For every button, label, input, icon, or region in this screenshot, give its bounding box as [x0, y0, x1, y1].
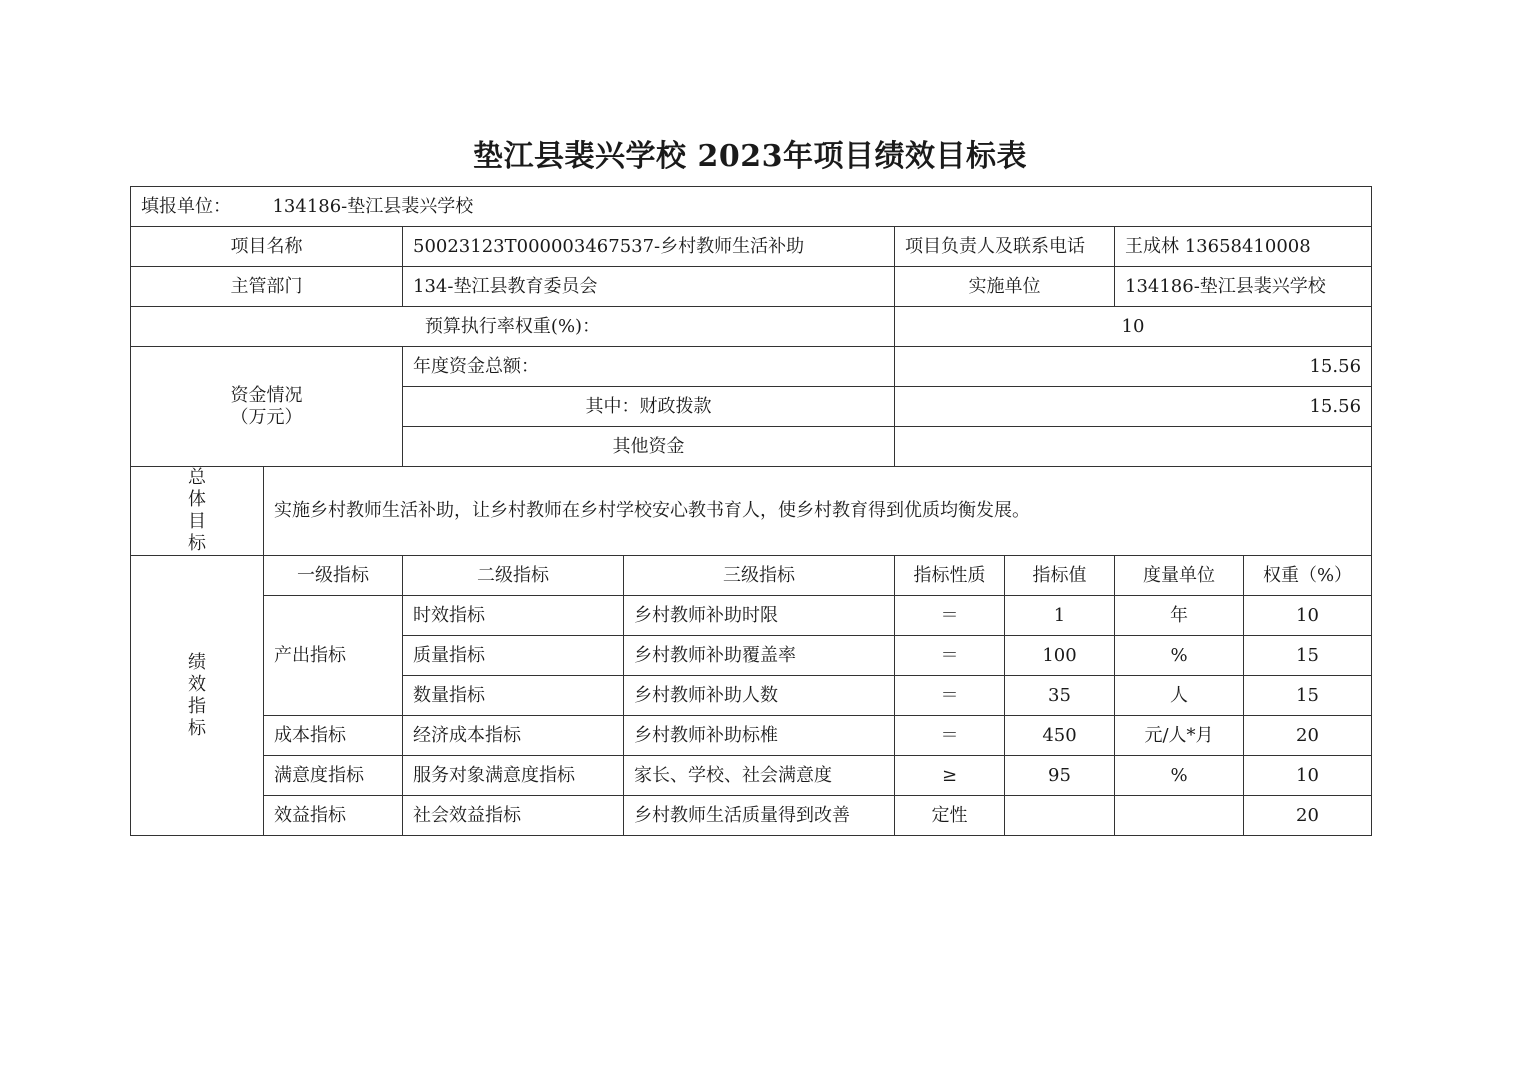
goal-text: 实施乡村教师生活补助，让乡村教师在乡村学校安心教书育人，使乡村教育得到优质均衡发展。	[264, 467, 1372, 556]
level3-cell: 乡村教师补助人数	[624, 676, 895, 716]
output-group-label: 产出指标	[264, 596, 403, 716]
weight-cell: 15	[1244, 636, 1372, 676]
table-row	[131, 596, 1372, 636]
goal-row	[131, 467, 1372, 556]
funds-other-label: 其他资金	[403, 427, 895, 467]
funds-total-value: 15.56	[895, 347, 1372, 387]
unit-cell	[1115, 796, 1244, 836]
table-row	[131, 716, 1372, 756]
level1-cell: 效益指标	[264, 796, 403, 836]
funds-fiscal-label: 其中：财政拨款	[403, 387, 895, 427]
page-title: 垫江县裴兴学校 2023年项目绩效目标表	[473, 139, 1027, 174]
funds-other-value	[895, 427, 1372, 467]
header-level2: 二级指标	[403, 556, 624, 596]
indicator-header-row	[131, 556, 1372, 596]
header-value: 指标值	[1005, 556, 1115, 596]
filler-label: 填报单位：	[141, 195, 231, 217]
nature-cell: ＝	[895, 676, 1005, 716]
filler-value: 134186-垫江县裴兴学校	[272, 195, 474, 217]
value-cell: 35	[1005, 676, 1115, 716]
unit-cell: %	[1115, 636, 1244, 676]
funds-label	[131, 347, 403, 467]
level1-cell: 满意度指标	[264, 756, 403, 796]
header-level1: 一级指标	[264, 556, 403, 596]
filler-row	[131, 187, 1372, 227]
goal-label	[131, 467, 264, 556]
dept-label: 主管部门	[131, 267, 403, 307]
table-row	[131, 796, 1372, 836]
level2-cell: 经济成本指标	[403, 716, 624, 756]
weight-cell: 10	[1244, 596, 1372, 636]
header-nature: 指标性质	[895, 556, 1005, 596]
funds-label-line1: 资金情况	[230, 384, 303, 406]
value-cell: 95	[1005, 756, 1115, 796]
level3-cell: 乡村教师补助时限	[624, 596, 895, 636]
table-row	[131, 756, 1372, 796]
nature-cell: ＝	[895, 636, 1005, 676]
indicators-label-char: 标	[188, 717, 206, 739]
unit-cell: 元/人*月	[1115, 716, 1244, 756]
header-weight: 权重（%）	[1244, 556, 1372, 596]
level2-cell: 社会效益指标	[403, 796, 624, 836]
project-row	[131, 227, 1372, 267]
indicators-label-char: 效	[188, 673, 206, 695]
budget-rate-label: 预算执行率权重(%)：	[131, 307, 895, 347]
header-level3: 三级指标	[624, 556, 895, 596]
project-owner-value: 王成林 13658410008	[1115, 227, 1372, 267]
weight-cell: 20	[1244, 716, 1372, 756]
indicators-label-char: 指	[188, 695, 206, 717]
level1-cell: 成本指标	[264, 716, 403, 756]
nature-cell: ＝	[895, 716, 1005, 756]
indicators-label	[131, 556, 264, 836]
performance-table	[130, 186, 1372, 836]
indicators-label-char: 绩	[188, 651, 206, 673]
project-name-label: 项目名称	[131, 227, 403, 267]
impl-unit-value: 134186-垫江县裴兴学校	[1115, 267, 1372, 307]
funds-total-row	[131, 347, 1372, 387]
goal-label-char: 目	[188, 511, 206, 532]
weight-cell: 10	[1244, 756, 1372, 796]
budget-rate-value: 10	[895, 307, 1372, 347]
impl-unit-label: 实施单位	[895, 267, 1115, 307]
value-cell: 100	[1005, 636, 1115, 676]
level2-cell: 服务对象满意度指标	[403, 756, 624, 796]
funds-label-line2: （万元）	[230, 406, 303, 428]
weight-cell: 15	[1244, 676, 1372, 716]
unit-cell: 人	[1115, 676, 1244, 716]
level2-cell: 质量指标	[403, 636, 624, 676]
funds-total-label: 年度资金总额：	[403, 347, 895, 387]
unit-cell: 年	[1115, 596, 1244, 636]
filler-cell	[131, 187, 1372, 227]
budget-rate-row	[131, 307, 1372, 347]
funds-fiscal-value: 15.56	[895, 387, 1372, 427]
project-owner-label: 项目负责人及联系电话	[895, 227, 1115, 267]
value-cell	[1005, 796, 1115, 836]
level3-cell: 乡村教师生活质量得到改善	[624, 796, 895, 836]
goal-label-char: 标	[188, 533, 206, 554]
nature-cell: ＝	[895, 596, 1005, 636]
header-unit: 度量单位	[1115, 556, 1244, 596]
weight-cell: 20	[1244, 796, 1372, 836]
level2-cell: 数量指标	[403, 676, 624, 716]
unit-cell: %	[1115, 756, 1244, 796]
dept-row	[131, 267, 1372, 307]
nature-cell: ≥	[895, 756, 1005, 796]
level3-cell: 乡村教师补助覆盖率	[624, 636, 895, 676]
value-cell: 1	[1005, 596, 1115, 636]
level2-cell: 时效指标	[403, 596, 624, 636]
goal-label-char: 总	[188, 467, 206, 488]
level3-cell: 家长、学校、社会满意度	[624, 756, 895, 796]
value-cell: 450	[1005, 716, 1115, 756]
dept-value: 134-垫江县教育委员会	[403, 267, 895, 307]
project-name-value: 50023123T000003467537-乡村教师生活补助	[403, 227, 895, 267]
nature-cell: 定性	[895, 796, 1005, 836]
level3-cell: 乡村教师补助标椎	[624, 716, 895, 756]
goal-label-char: 体	[188, 489, 206, 510]
